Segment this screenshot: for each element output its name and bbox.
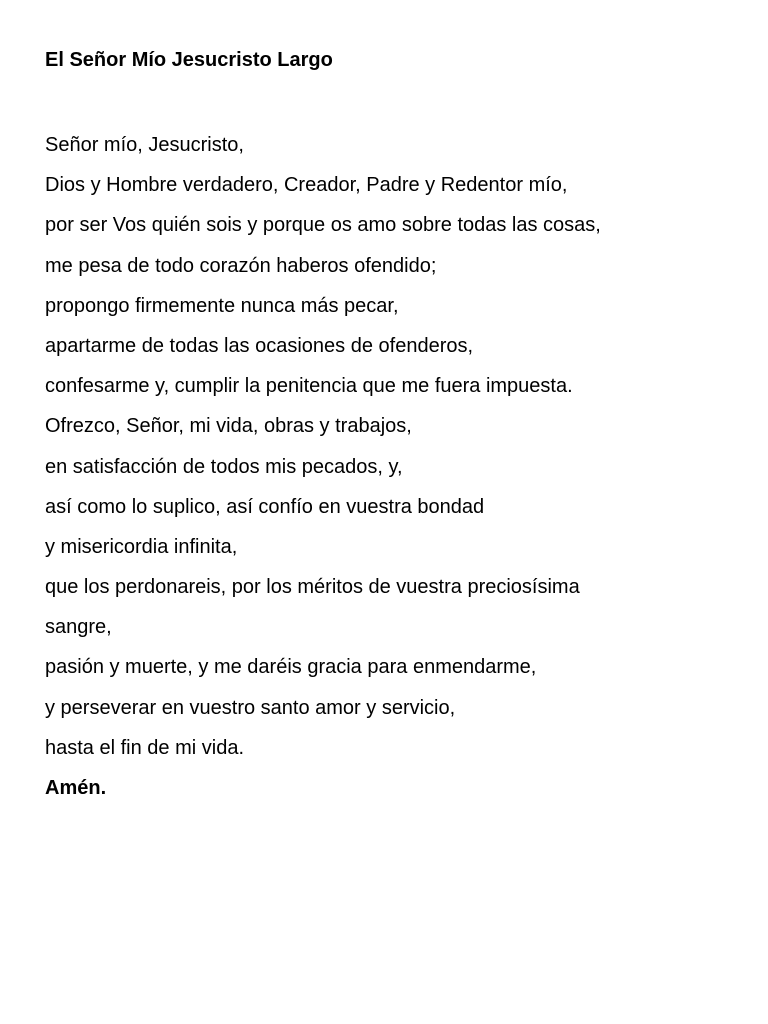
prayer-line: en satisfacción de todos mis pecados, y, (45, 455, 403, 478)
prayer-body (45, 125, 601, 808)
prayer-closing: Amén. (45, 777, 107, 799)
document-title: El Señor Mío Jesucristo Largo (45, 49, 333, 71)
prayer-line: Dios y Hombre verdadero, Creador, Padre y Redentor mío, (45, 174, 568, 197)
prayer-line: apartarme de todas las ocasiones de ofenderos, (45, 334, 474, 357)
prayer-line: por ser Vos quién sois y porque os amo sobre todas las cosas, (45, 214, 601, 237)
prayer-line: sangre, (45, 616, 112, 639)
prayer-line: así como lo suplico, así confío en vuestra bondad (45, 495, 485, 518)
prayer-line: confesarme y, cumplir la penitencia que me fuera impuesta. (45, 375, 573, 398)
prayer-line: y misericordia infinita, (45, 535, 238, 558)
prayer-line: pasión y muerte, y me daréis gracia para enmendarme, (45, 656, 537, 679)
prayer-line: Señor mío, Jesucristo, (45, 134, 244, 156)
prayer-line: Ofrezco, Señor, mi vida, obras y trabajos, (45, 415, 412, 438)
prayer-line: hasta el fin de mi vida. (45, 736, 244, 759)
prayer-line: me pesa de todo corazón haberos ofendido; (45, 254, 437, 277)
prayer-line: que los perdonareis, por los méritos de vuestra preciosísima (45, 576, 580, 599)
prayer-line: propongo firmemente nunca más pecar, (45, 294, 399, 317)
prayer-line: y perseverar en vuestro santo amor y servicio, (45, 696, 456, 719)
